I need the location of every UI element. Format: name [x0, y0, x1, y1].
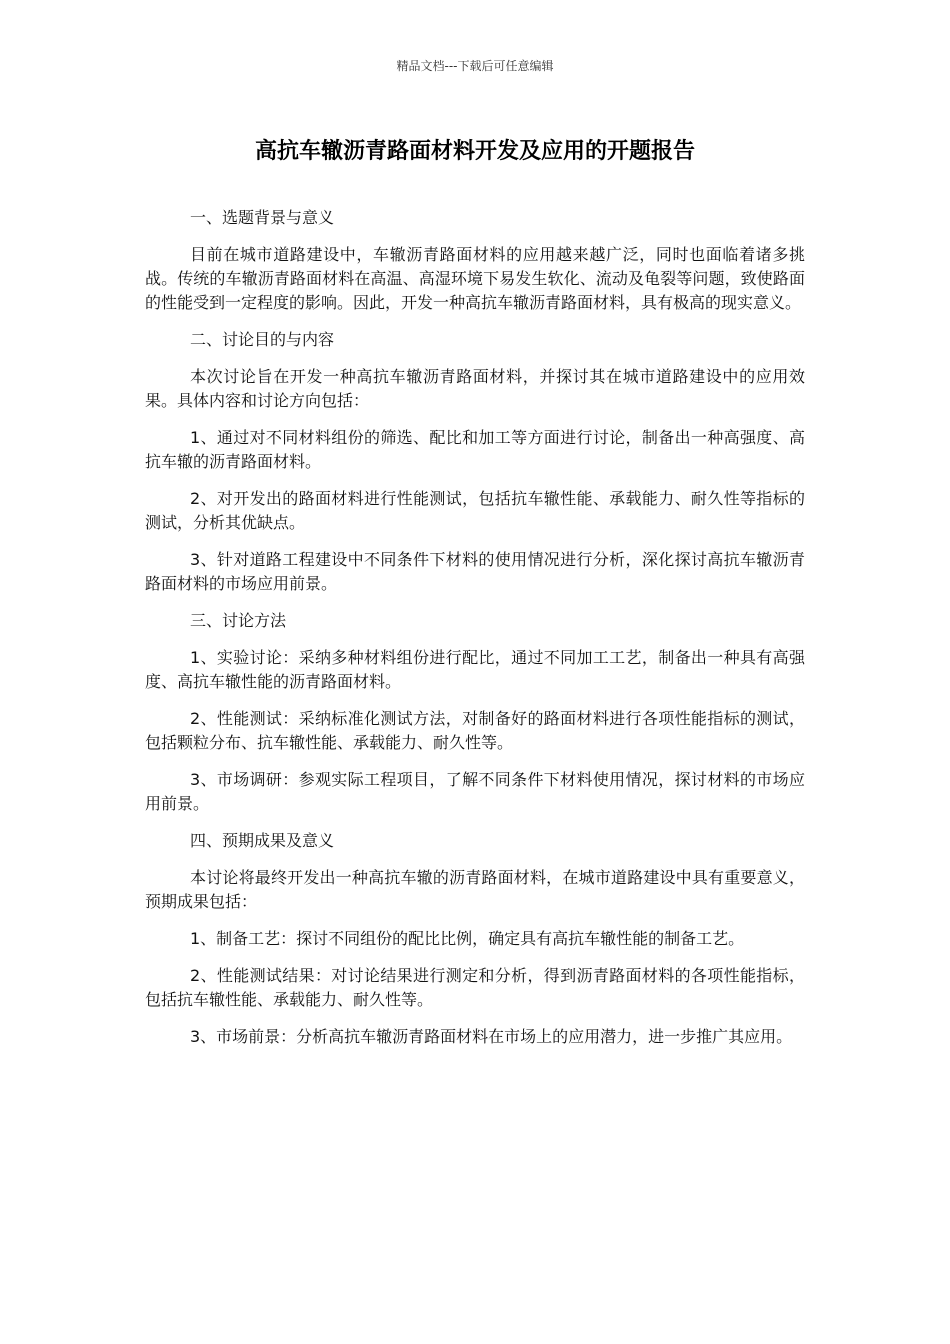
list-item: 3、针对道路工程建设中不同条件下材料的使用情况进行分析，深化探讨高抗车辙沥青路面材料的市场应用前景。 — [145, 550, 805, 593]
section-heading-purpose: 二、讨论目的与内容 — [190, 330, 335, 349]
document-body — [145, 206, 805, 1062]
section-heading-background: 一、选题背景与意义 — [190, 208, 335, 227]
list-item: 3、市场调研：参观实际工程项目，了解不同条件下材料使用情况，探讨材料的市场应用前景。 — [145, 770, 805, 813]
section-heading-methods: 三、讨论方法 — [190, 611, 287, 630]
list-item: 1、实验讨论：采纳多种材料组份进行配比，通过不同加工工艺，制备出一种具有高强度、高抗车辙性能的沥青路面材料。 — [145, 648, 805, 691]
section-heading-outcomes: 四、预期成果及意义 — [190, 831, 335, 850]
document-title: 高抗车辙沥青路面材料开发及应用的开题报告 — [254, 139, 695, 164]
paragraph: 目前在城市道路建设中，车辙沥青路面材料的应用越来越广泛，同时也面临着诸多挑战。传统的车辙沥青路面材料在高温、高湿环境下易发生软化、流动及龟裂等问题，致使路面的性能受到一定程度的影响。因此，开发一种高抗车辙沥青路面材料，具有极高的现实意义。 — [145, 245, 805, 312]
list-item: 1、制备工艺：探讨不同组份的配比比例，确定具有高抗车辙性能的制备工艺。 — [190, 929, 745, 948]
paragraph: 本讨论将最终开发出一种高抗车辙的沥青路面材料，在城市道路建设中具有重要意义，预期成果包括： — [145, 868, 805, 911]
list-item: 2、对开发出的路面材料进行性能测试，包括抗车辙性能、承载能力、耐久性等指标的测试，分析其优缺点。 — [145, 489, 805, 532]
list-item: 1、通过对不同材料组份的筛选、配比和加工等方面进行讨论，制备出一种高强度、高抗车辙的沥青路面材料。 — [145, 428, 805, 471]
page-header-note: 精品文档---下载后可任意编辑 — [396, 59, 554, 73]
list-item: 2、性能测试结果：对讨论结果进行测定和分析，得到沥青路面材料的各项性能指标，包括抗车辙性能、承载能力、耐久性等。 — [145, 966, 805, 1009]
list-item: 2、性能测试：采纳标准化测试方法，对制备好的路面材料进行各项性能指标的测试，包括颗粒分布、抗车辙性能、承载能力、耐久性等。 — [145, 709, 805, 752]
paragraph: 本次讨论旨在开发一种高抗车辙沥青路面材料，并探讨其在城市道路建设中的应用效果。具体内容和讨论方向包括： — [145, 367, 805, 410]
list-item: 3、市场前景：分析高抗车辙沥青路面材料在市场上的应用潜力，进一步推广其应用。 — [190, 1027, 793, 1046]
